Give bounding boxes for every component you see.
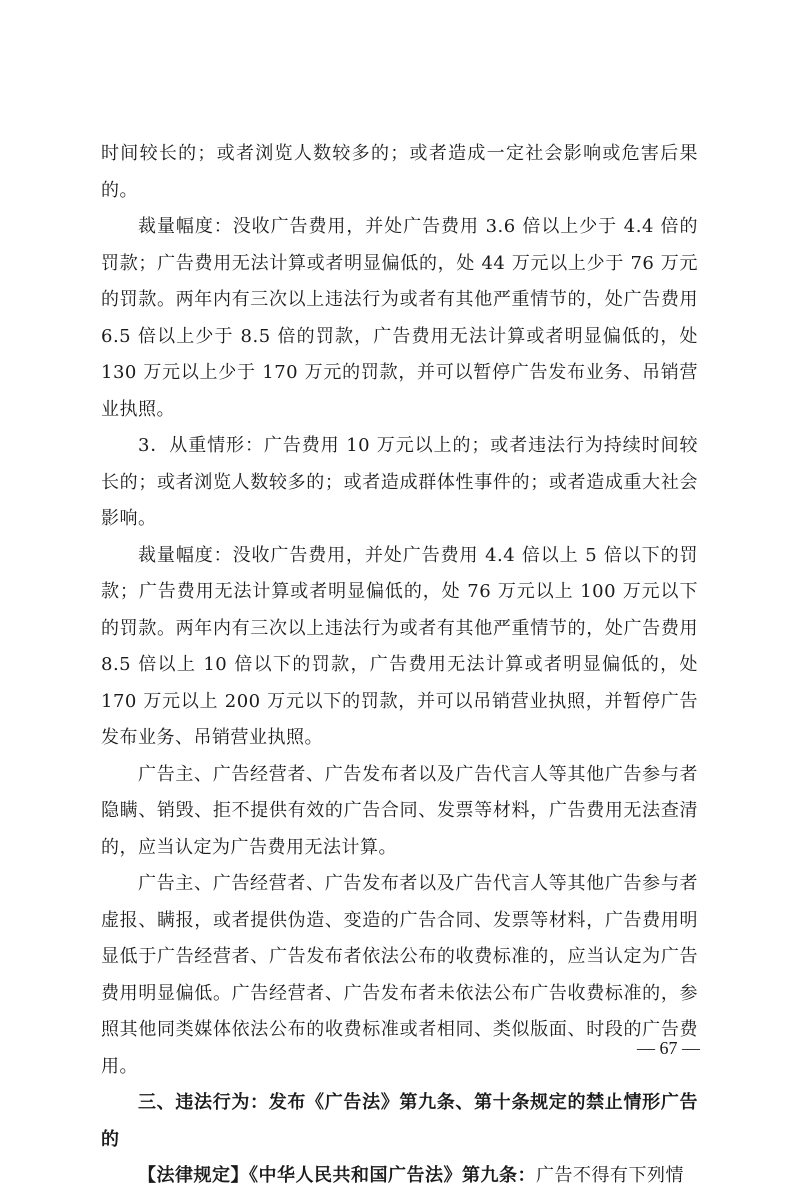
legal-provision-text: 广告不得有下列情 (536, 1165, 684, 1186)
section-heading: 三、违法行为：发布《广告法》第九条、第十条规定的禁止情形广告的 (101, 1092, 698, 1150)
legal-provision-label: 【法律规定】《中华人民共和国广告法》第九条： (138, 1165, 536, 1186)
paragraph-fee-incalculable: 广告主、广告经营者、广告发布者以及广告代言人等其他广告参与者隐瞒、销毁、拒不提供有效的广告合同、发票等材料，广告费用无法查清的，应当认定为广告费用无法计算。 (101, 763, 698, 858)
paragraph-fee-understated: 广告主、广告经营者、广告发布者以及广告代言人等其他广告参与者虚报、瞒报，或者提供伪造、变造的广告合同、发票等材料，广告费用明显低于广告经营者、广告发布者依法公布的收费标准的，应当认定为广告费用明显偏低。广告经营者、广告发布者未依法公布广告收费标准的，参照其他同类媒体依法公布的收费标准或者相同、类似版面、时段的广告费用。 (101, 873, 698, 1077)
legal-provision (101, 1158, 698, 1195)
paragraph-continuation: 时间较长的；或者浏览人数较多的；或者造成一定社会影响或危害后果的。 (101, 143, 698, 201)
paragraph-penalty-range-2: 裁量幅度：没收广告费用，并处广告费用 4.4 倍以上 5 倍以下的罚款；广告费用无法计算或者明显偏低的，处 76 万元以上 100 万元以下的罚款。两年内有三次以上违法行为或者有其他严重情节的，处广告费用 8.5 倍以上 10 倍以下的罚款，广告费用无法计算或者明显偏低的，处 170 万元以上 200 万元以下的罚款，并可以吊销营业执照，并暂停广告发布业务、吊销营业执照。 (101, 544, 698, 748)
page-number: — 67 — (637, 1038, 700, 1058)
paragraph-aggravated-circumstances: 3．从重情形：广告费用 10 万元以上的；或者违法行为持续时间较长的；或者浏览人数较多的；或者造成群体性事件的；或者造成重大社会影响。 (101, 435, 699, 529)
paragraph-penalty-range-1: 裁量幅度：没收广告费用，并处广告费用 3.6 倍以上少于 4.4 倍的罚款；广告费用无法计算或者明显偏低的，处 44 万元以上少于 76 万元的罚款。两年内有三次以上违法行为或者有其他严重情节的，处广告费用 6.5 倍以上少于 8.5 倍的罚款，广告费用无法计算或者明显偏低的，处 130 万元以上少于 170 万元的罚款，并可以暂停广告发布业务、吊销营业执照。 (101, 216, 699, 420)
